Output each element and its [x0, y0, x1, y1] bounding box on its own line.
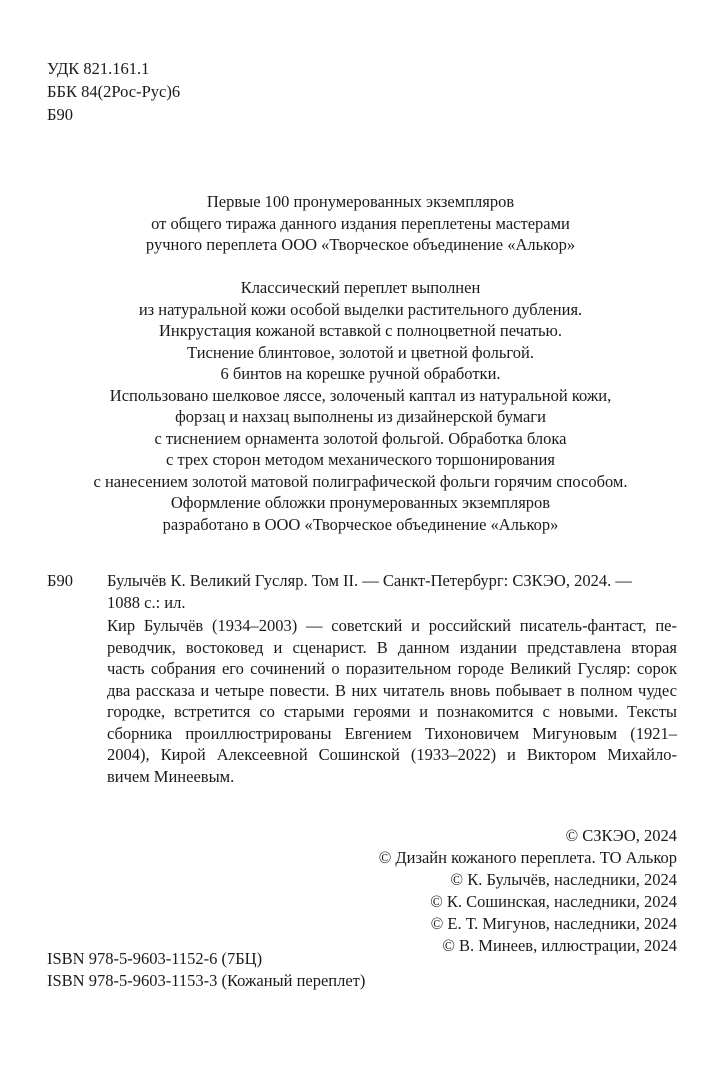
- annotation-line: вичем Минеевым.: [107, 766, 235, 786]
- isbn-line: ISBN 978-5-9603-1153-3 (Кожаный переплет): [47, 971, 366, 990]
- text-line: с трех сторон методом механического торшонирования: [166, 450, 555, 469]
- numbered-copies-note: [40, 191, 681, 256]
- annotation-line: реводчик, востоковед и сценарист. В данном издании представлена вторая: [107, 637, 677, 657]
- text-line: из натуральной кожи особой выделки растительного дубления.: [138, 299, 583, 319]
- copyright-line: © К. Сошинская, наследники, 2024: [430, 892, 677, 911]
- text-line: ручного переплета ООО «Творческое объединение «Алькор»: [145, 235, 576, 254]
- text-line: от общего тиража данного издания переплетены мастерами: [151, 213, 570, 233]
- text-line: Использовано шелковое ляссе, золоченый каптал из натуральной кожи,: [109, 385, 612, 405]
- text-line: 6 бинтов на корешке ручной обработки.: [220, 364, 501, 383]
- text-line: форзац и нахзац выполнены из дизайнерской бумаги: [175, 407, 546, 426]
- bbk-code: ББК 84(2Рос-Рус)6: [47, 82, 181, 101]
- annotation-line: 2004), Кирой Алексеевной Сошинской (1933–2022) и Виктором Михайло-: [107, 745, 677, 764]
- annotation: [107, 615, 677, 787]
- text-line: с тиснением орнамента золотой фольгой. Обработка блока: [154, 428, 567, 448]
- author-mark: Б90: [47, 105, 73, 124]
- text-line: с нанесением золотой матовой полиграфической фольги горячим способом.: [93, 471, 628, 491]
- isbn-line: ISBN 978-5-9603-1152-6 (7БЦ): [47, 949, 263, 968]
- annotation-line: городке, встретится со старыми героями и познакомится с новыми. Тексты: [107, 702, 677, 721]
- isbn-block: [47, 948, 365, 992]
- bibliographic-entry: Булычёв К. Великий Гусляр. Том II. — Санкт-Петербург: СЗКЭО, 2024. —: [107, 571, 632, 590]
- text-line: Классический переплет выполнен: [240, 278, 481, 297]
- annotation-line: два рассказа и четыре повести. В них читатель вновь побывает в полном чудес: [107, 680, 677, 700]
- annotation-line: Кир Булычёв (1934–2003) — советский и российский писатель-фантаст, пе-: [107, 616, 677, 635]
- author-mark-biblio: Б90: [47, 571, 73, 590]
- copyright-line: © В. Минеев, иллюстрации, 2024: [442, 936, 677, 955]
- annotation-line: часть собрания его сочинений о поразительном городе Великий Гусляр: сорок: [107, 659, 677, 678]
- copyright-block: [379, 825, 677, 957]
- text-line: разработано в ООО «Творческое объединение «Алькор»: [162, 514, 559, 534]
- udk-code: УДК 821.161.1: [47, 59, 150, 78]
- classification-codes: [47, 58, 180, 127]
- copyright-line: © К. Булычёв, наследники, 2024: [450, 870, 677, 889]
- copyright-line: © Е. Т. Мигунов, наследники, 2024: [430, 914, 677, 933]
- binding-description: [40, 277, 681, 535]
- copyright-line: © СЗКЭО, 2024: [565, 826, 677, 845]
- text-line: Тиснение блинтовое, золотой и цветной фольгой.: [187, 342, 534, 362]
- text-line: Первые 100 пронумерованных экземпляров: [206, 192, 515, 211]
- copyright-line: © Дизайн кожаного переплета. ТО Алькор: [378, 848, 677, 867]
- annotation-line: сборника проиллюстрированы Евгением Тихоновичем Мигуновым (1921–: [107, 723, 677, 743]
- page-count: 1088 с.: ил.: [107, 592, 186, 612]
- text-line: Инкрустация кожаной вставкой с полноцветной печатью.: [158, 321, 563, 340]
- text-line: Оформление обложки пронумерованных экземпляров: [170, 493, 551, 512]
